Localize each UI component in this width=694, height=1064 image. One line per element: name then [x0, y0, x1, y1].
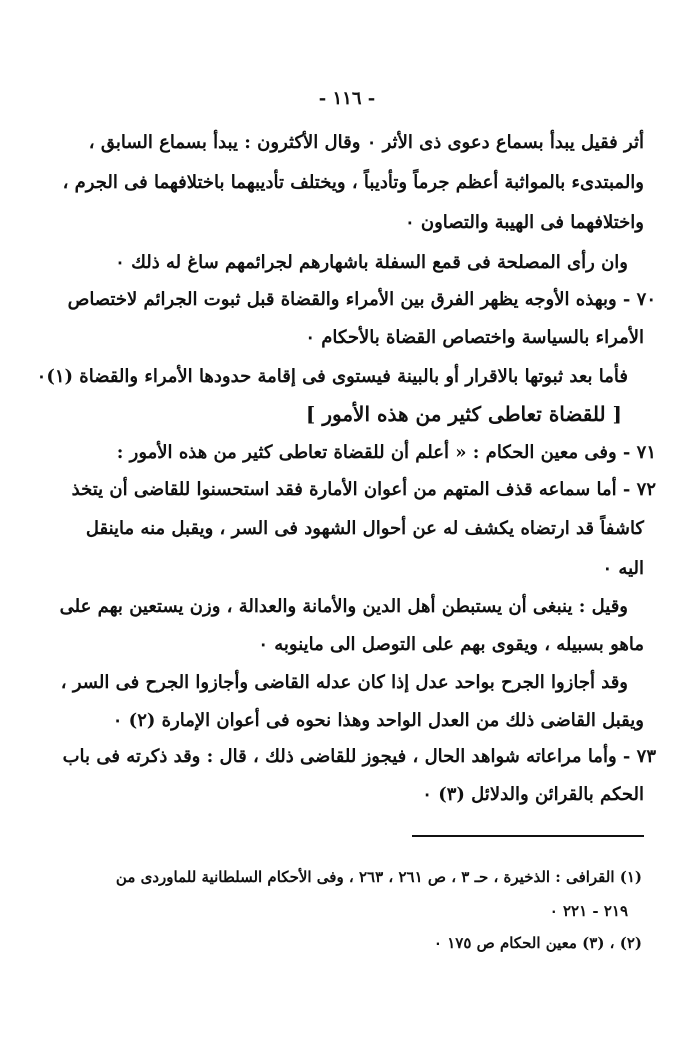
paragraph-73: ٧٣ - وأما مراعاته شواهد الحال ، فيجوز للقاضى ذلك ، قال : وقد ذكرته فى باب [62, 746, 656, 767]
body-line: ماهو بسبيله ، ويقوى بهم على التوصل الى ماينوبه ٠ [258, 634, 644, 655]
footnote: (٢) ، (٣) معين الحكام ص ١٧٥ ٠ [433, 934, 642, 952]
body-line: أثر فقيل يبدأ بسماع دعوى ذى الأثر ٠ وقال الأكثرون : يبدأ بسماع السابق ، [88, 132, 644, 153]
paragraph-71: ٧١ - وفى معين الحكام : « أعلم أن للقضاة تعاطى كثير من هذه الأمور : [116, 442, 656, 463]
paragraph-70: ٧٠ - وبهذه الأوجه يظهر الفرق بين الأمراء والقضاة قبل ثبوت الجرائم لاختصاص [67, 289, 656, 310]
section-heading: [ للقضاة تعاطى كثير من هذه الأمور ] [305, 402, 622, 426]
body-line: فأما بعد ثبوتها بالاقرار أو بالبينة فيستوى فى إقامة حدودها الأمراء والقضاة (١)٠ [36, 366, 628, 387]
paragraph-72: ٧٢ - أما سماعه قذف المتهم من أعوان الأمارة فقد استحسنوا للقاضى أن يتخذ [71, 479, 656, 500]
footnote: ٢١٩ - ٢٢١ ٠ [549, 902, 628, 920]
page-number: - ١١٦ - [318, 88, 376, 109]
body-line: واختلافهما فى الهيبة والتصاون ٠ [404, 212, 644, 233]
body-line: الأمراء بالسياسة واختصاص القضاة بالأحكام ٠ [305, 327, 644, 348]
body-line: الحكم بالقرائن والدلائل (٣) ٠ [422, 784, 644, 805]
body-line: وان رأى المصلحة فى قمع السفلة باشهارهم لجرائمهم ساغ له ذلك ٠ [115, 252, 628, 273]
body-line: اليه ٠ [602, 558, 644, 579]
footnote: (١) القرافى : الذخيرة ، حـ ٣ ، ص ٢٦١ ، ٢٦٣ ، وفى الأحكام السلطانية للماوردى من [115, 868, 642, 886]
body-line: وقيل : ينبغى أن يستبطن أهل الدين والأمانة والعدالة ، وزن يستعين بهم على [59, 596, 628, 617]
body-line: ويقبل القاضى ذلك من العدل الواحد وهذا نحوه فى أعوان الإمارة (٢) ٠ [112, 710, 644, 731]
body-line: وقد أجازوا الجرح بواحد عدل إذا كان عدله القاضى وأجازوا الجرح فى السر ، [60, 672, 628, 693]
footnote-divider [412, 835, 644, 837]
body-line: والمبتدىء بالمواثبة أعظم جرماً وتأديباً ، ويختلف تأديبهما باختلافهما فى الجرم ، [62, 172, 644, 193]
body-line: كاشفاً قد ارتضاه يكشف له عن أحوال الشهود فى السر ، ويقبل منه ماينقل [85, 518, 644, 539]
